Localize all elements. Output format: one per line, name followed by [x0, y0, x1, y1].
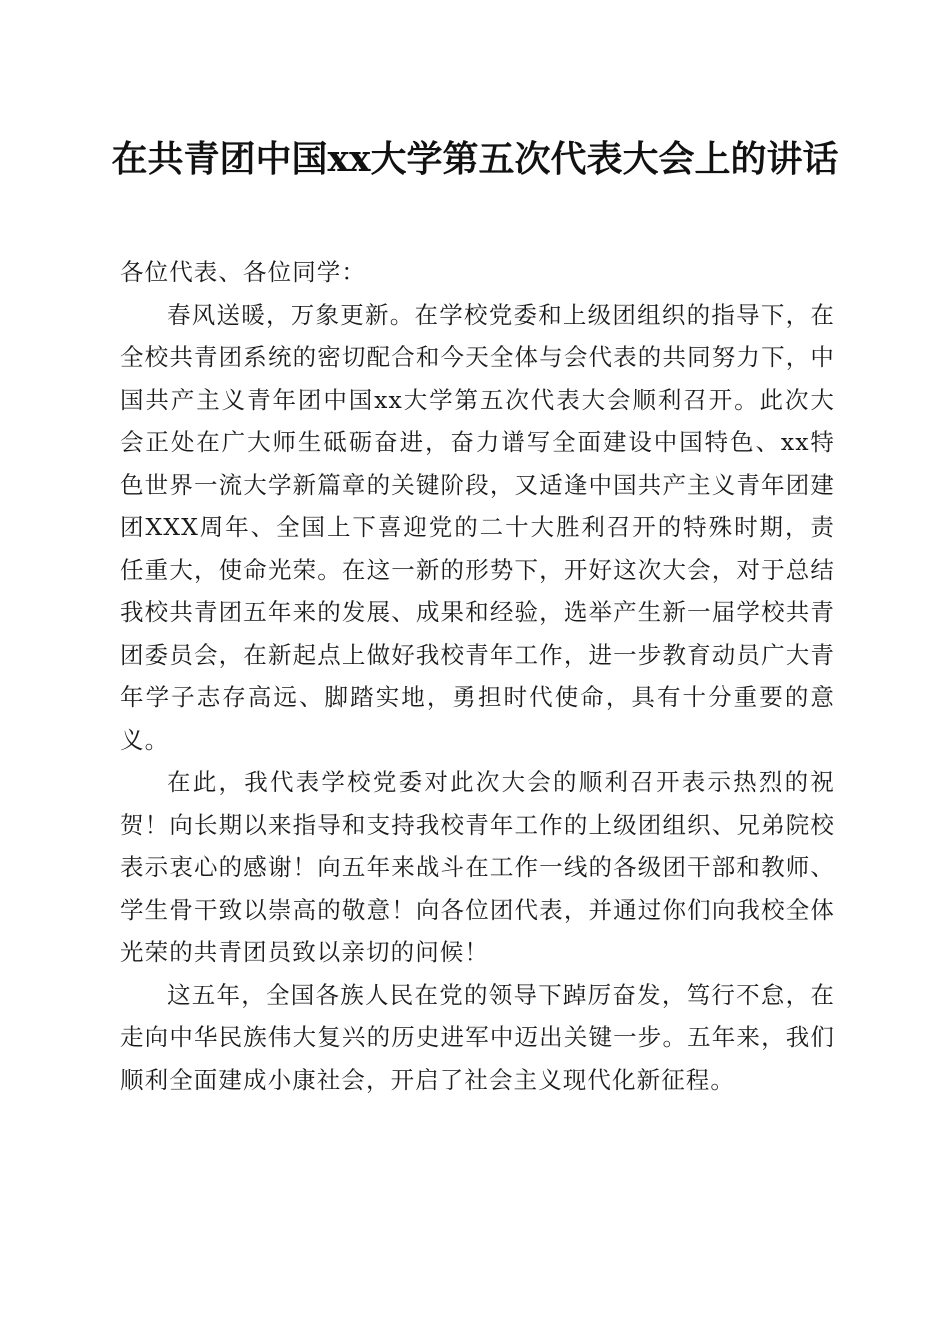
paragraph-1: 春风送暖，万象更新。在学校党委和上级团组织的指导下，在全校共青团系统的密切配合和今天全体与会代表的共同努力下，中国共产主义青年团中国xx大学第五次代表大会顺利召开。此次大会正处在广大师生砥砺奋进，奋力谱写全面建设中国特色、xx特色世界一流大学新篇章的关键阶段，又适逢中国共产主义青年团建团XXX周年、全国上下喜迎党的二十大胜利召开的特殊时期，责任重大，使命光荣。在这一新的形势下，开好这次大会，对于总结我校共青团五年来的发展、成果和经验，选举产生新一届学校共青团委员会，在新起点上做好我校青年工作，进一步教育动员广大青年学子志存高远、脚踏实地，勇担时代使命，具有十分重要的意义。 [120, 300, 835, 754]
salutation: 各位代表、各位同学： [120, 258, 366, 286]
document-body [120, 251, 835, 1101]
paragraph-2: 在此，我代表学校党委对此次大会的顺利召开表示热烈的祝贺！向长期以来指导和支持我校青年工作的上级团组织、兄弟院校表示衷心的感谢！向五年来战斗在工作一线的各级团干部和教师、学生骨干致以崇高的敬意！向各位团代表，并通过你们向我校全体光荣的共青团员致以亲切的问候！ [120, 768, 835, 966]
paragraph-3: 这五年，全国各族人民在党的领导下踔厉奋发，笃行不怠，在走向中华民族伟大复兴的历史进军中迈出关键一步。五年来，我们顺利全面建成小康社会，开启了社会主义现代化新征程。 [120, 980, 835, 1094]
document-title: 在共青团中国xx大学第五次代表大会上的讲话 [111, 138, 839, 180]
